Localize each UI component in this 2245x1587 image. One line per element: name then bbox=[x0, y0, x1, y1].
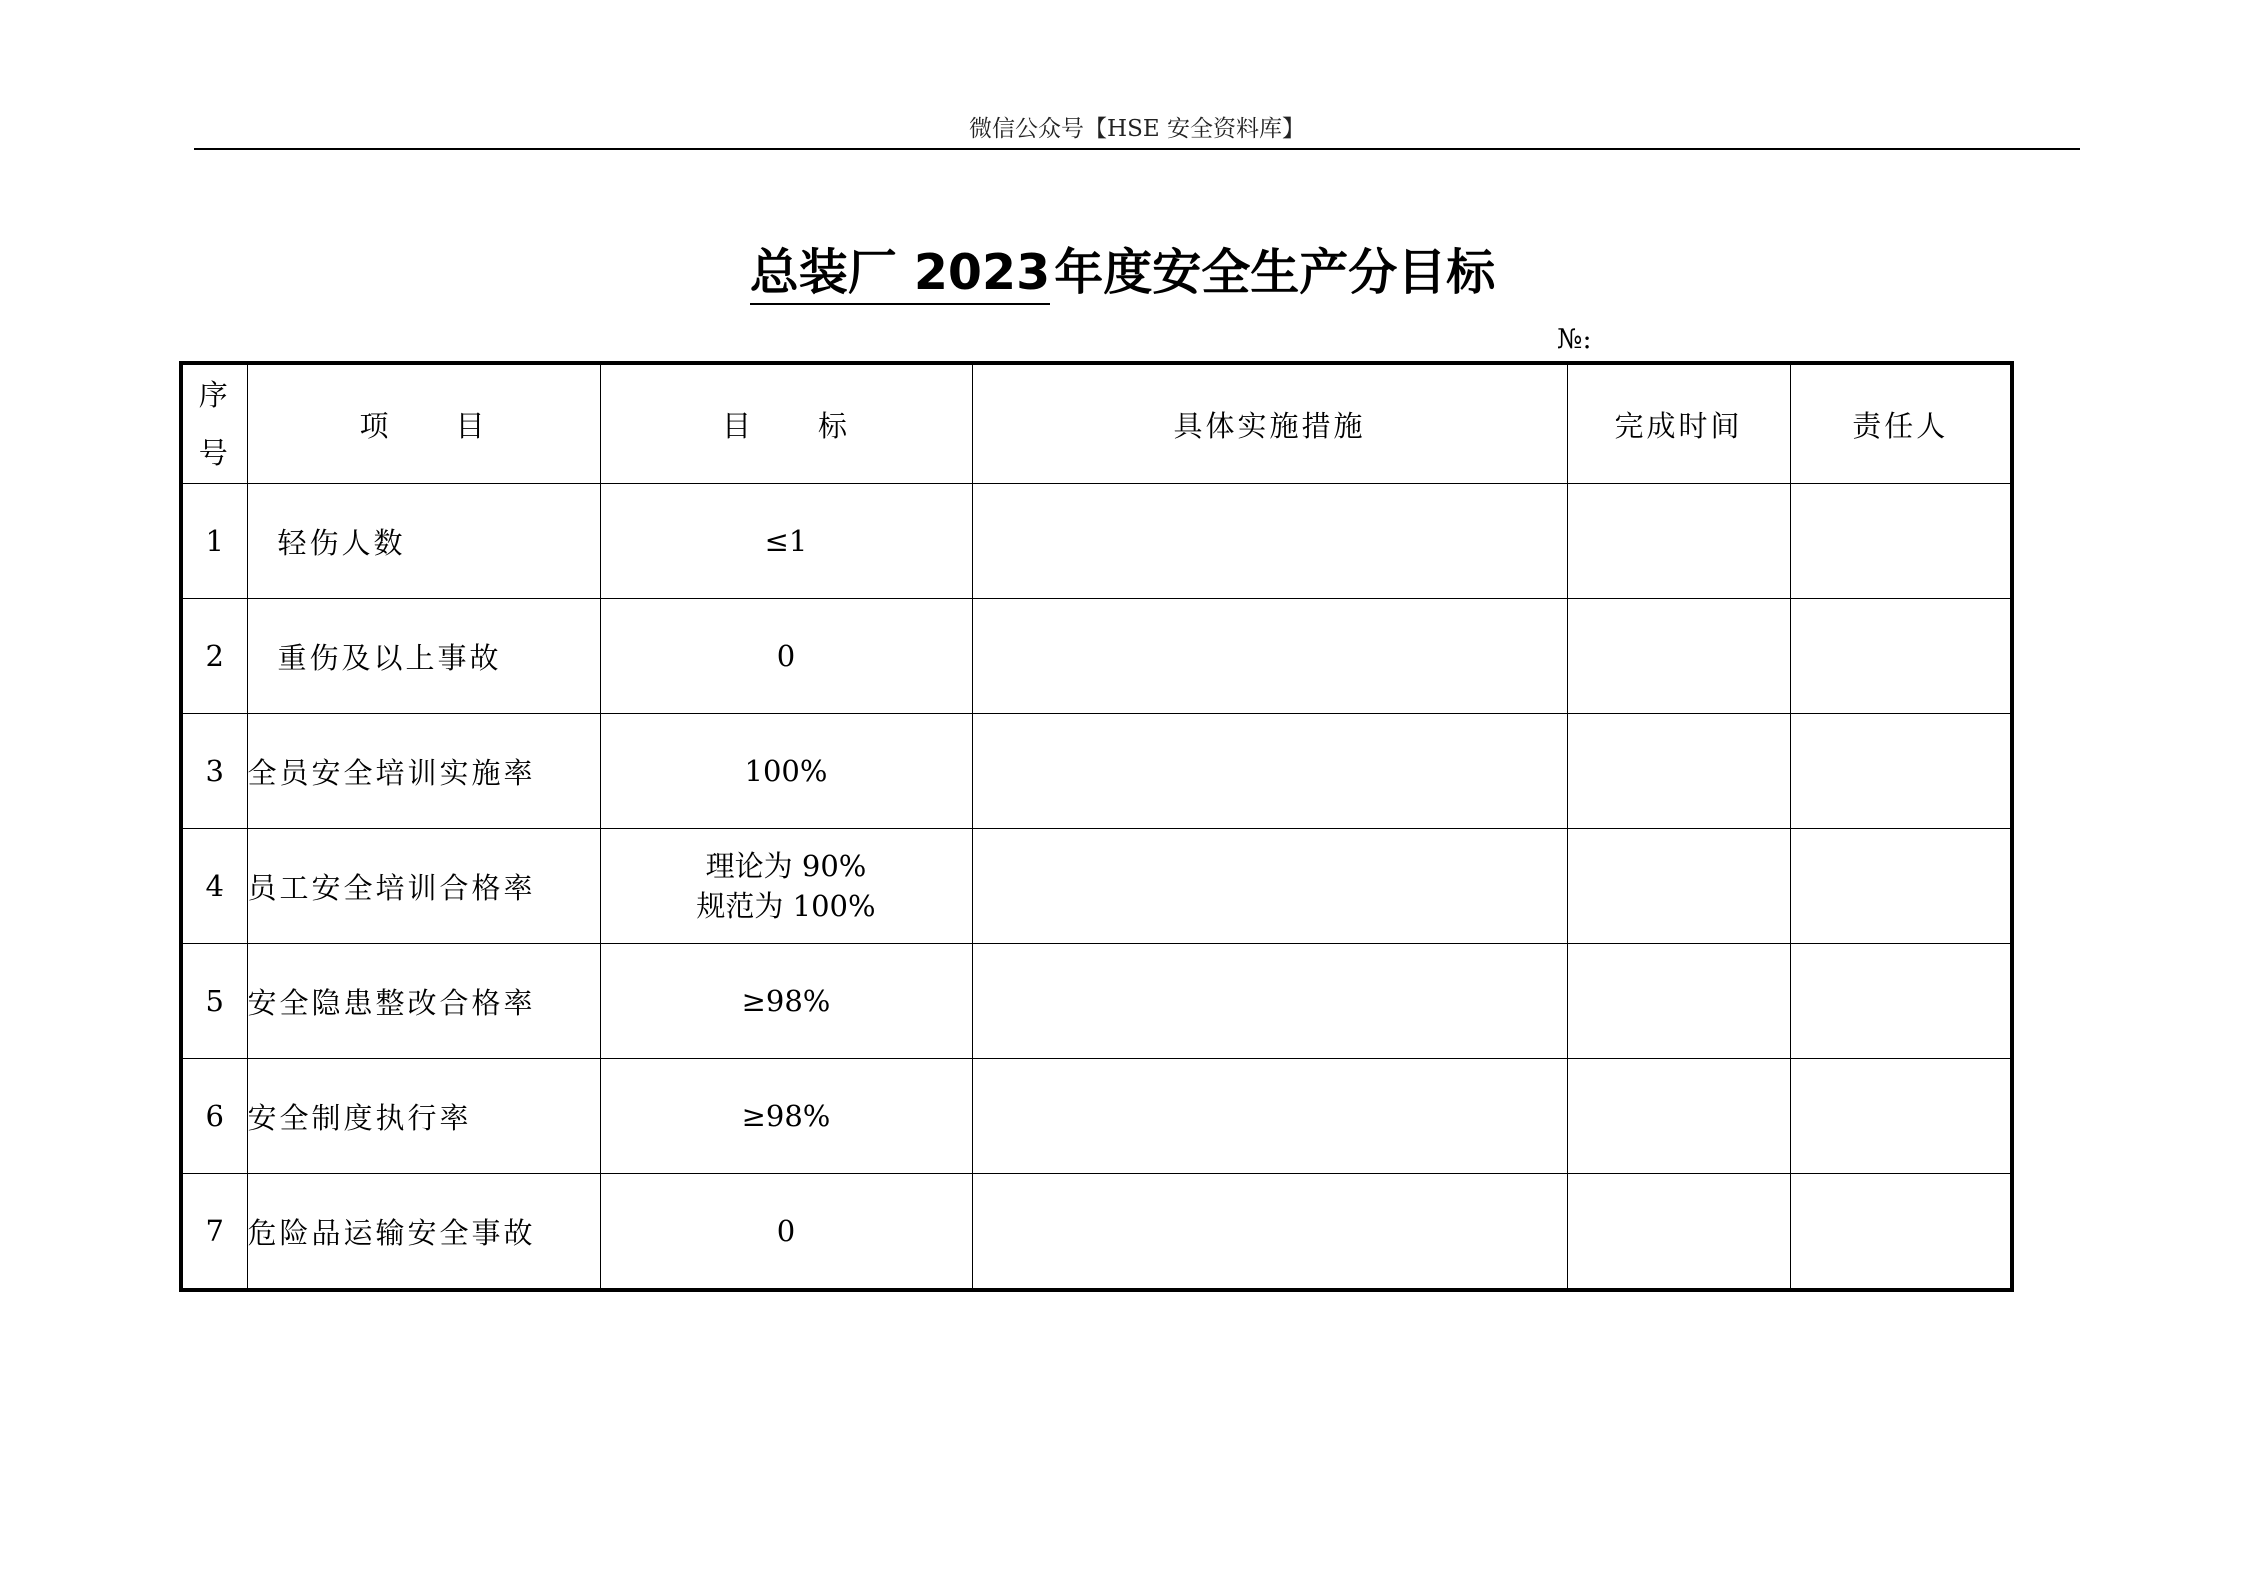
row-measures[interactable] bbox=[972, 829, 1567, 944]
row-target-line1: 100% bbox=[744, 754, 828, 788]
row-completion-time[interactable] bbox=[1567, 714, 1790, 829]
row-target bbox=[600, 714, 972, 829]
row-measures[interactable] bbox=[972, 944, 1567, 1059]
row-number: 6 bbox=[181, 1059, 247, 1174]
table-header-row bbox=[181, 363, 2012, 484]
row-item: 安全隐患整改合格率 bbox=[247, 944, 600, 1059]
row-item: 员工安全培训合格率 bbox=[247, 829, 600, 944]
row-target bbox=[600, 944, 972, 1059]
title-underlined-part: 总装厂 2023 bbox=[750, 244, 1050, 305]
row-completion-time[interactable] bbox=[1567, 484, 1790, 599]
row-responsible[interactable] bbox=[1790, 714, 2012, 829]
row-number: 2 bbox=[181, 599, 247, 714]
row-responsible[interactable] bbox=[1790, 944, 2012, 1059]
row-measures[interactable] bbox=[972, 1059, 1567, 1174]
row-measures[interactable] bbox=[972, 714, 1567, 829]
row-item: 全员安全培训实施率 bbox=[247, 714, 600, 829]
row-item: 危险品运输安全事故 bbox=[247, 1174, 600, 1291]
row-number: 3 bbox=[181, 714, 247, 829]
header-target: 目 标 bbox=[600, 363, 972, 484]
header-serial-number-line2: 号 bbox=[198, 436, 231, 470]
row-number: 4 bbox=[181, 829, 247, 944]
row-target-line1: ≥98% bbox=[741, 1099, 831, 1133]
header-divider bbox=[194, 148, 2080, 150]
row-target-line1: 0 bbox=[776, 1214, 796, 1248]
row-responsible[interactable] bbox=[1790, 599, 2012, 714]
page-header: 微信公众号【HSE 安全资料库】 bbox=[969, 116, 1305, 142]
row-target-line2: 规范为 100% bbox=[696, 889, 876, 923]
row-responsible[interactable] bbox=[1790, 829, 2012, 944]
row-target bbox=[600, 484, 972, 599]
row-target bbox=[600, 599, 972, 714]
row-measures[interactable] bbox=[972, 599, 1567, 714]
table-row bbox=[181, 599, 2012, 714]
header-responsible: 责任人 bbox=[1790, 363, 2012, 484]
row-measures[interactable] bbox=[972, 1174, 1567, 1291]
row-completion-time[interactable] bbox=[1567, 599, 1790, 714]
row-item: 安全制度执行率 bbox=[247, 1059, 600, 1174]
row-completion-time[interactable] bbox=[1567, 1174, 1790, 1291]
row-responsible[interactable] bbox=[1790, 1174, 2012, 1291]
row-target bbox=[600, 1174, 972, 1291]
title-rest: 年度安全生产分目标 bbox=[1054, 244, 1496, 301]
row-target-line1: ≥98% bbox=[741, 984, 831, 1018]
header-measures: 具体实施措施 bbox=[972, 363, 1567, 484]
row-completion-time[interactable] bbox=[1567, 944, 1790, 1059]
header-item: 项 目 bbox=[247, 363, 600, 484]
row-item: 轻伤人数 bbox=[247, 484, 600, 599]
table-row bbox=[181, 944, 2012, 1059]
safety-goals-table bbox=[179, 361, 2014, 1292]
row-target-line1: ≤1 bbox=[764, 524, 808, 558]
row-measures[interactable] bbox=[972, 484, 1567, 599]
row-completion-time[interactable] bbox=[1567, 1059, 1790, 1174]
row-target bbox=[600, 829, 972, 944]
row-item: 重伤及以上事故 bbox=[247, 599, 600, 714]
table-row bbox=[181, 714, 2012, 829]
row-target-line1: 0 bbox=[776, 639, 796, 673]
header-completion-time: 完成时间 bbox=[1567, 363, 1790, 484]
row-number: 5 bbox=[181, 944, 247, 1059]
row-number: 7 bbox=[181, 1174, 247, 1291]
document-number-label: №: bbox=[1557, 324, 1592, 355]
row-target bbox=[600, 1059, 972, 1174]
table-row bbox=[181, 1059, 2012, 1174]
table-row bbox=[181, 829, 2012, 944]
document-title bbox=[0, 238, 2245, 308]
row-responsible[interactable] bbox=[1790, 484, 2012, 599]
row-number: 1 bbox=[181, 484, 247, 599]
row-responsible[interactable] bbox=[1790, 1059, 2012, 1174]
header-serial-number bbox=[181, 363, 247, 484]
row-target-line1: 理论为 90% bbox=[705, 849, 867, 883]
row-completion-time[interactable] bbox=[1567, 829, 1790, 944]
header-serial-number-line1: 序 bbox=[198, 378, 231, 412]
table-row bbox=[181, 484, 2012, 599]
table-row bbox=[181, 1174, 2012, 1291]
